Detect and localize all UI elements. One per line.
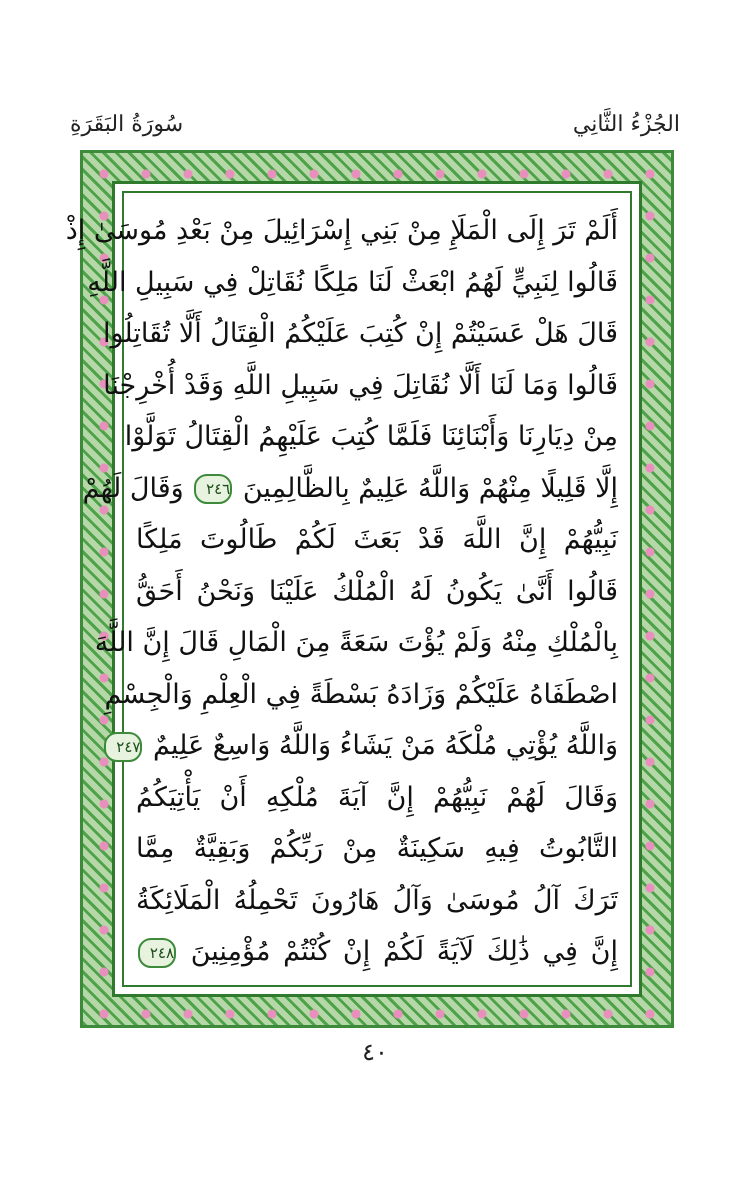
- surah-title: سُورَةُ البَقَرَةِ: [70, 112, 184, 137]
- text-line-9: بِالْمُلْكِ مِنْهُ وَلَمْ يُؤْتَ سَعَةً مِنَ الْمَالِ قَالَ إِنَّ اللَّهَ: [94, 627, 618, 658]
- text-line-12: وَقَالَ لَهُمْ نَبِيُّهُمْ إِنَّ آيَةَ مُلْكِهِ أَنْ يَأْتِيَكُمُ: [136, 781, 618, 813]
- text-line-1: أَلَمْ تَرَ إِلَى الْمَلَإِ مِنْ بَنِي إِسْرَائِيلَ مِنْ بَعْدِ مُوسَىٰ إِذْ: [65, 215, 618, 246]
- text-line-13: التَّابُوتُ فِيهِ سَكِينَةٌ مِنْ رَبِّكُمْ وَبَقِيَّةٌ مِمَّا: [136, 833, 618, 864]
- text-line-7: نَبِيُّهُمْ إِنَّ اللَّهَ قَدْ بَعَثَ لَكُمْ طَالُوتَ مَلِكًا: [136, 524, 618, 555]
- text-line-15: إِنَّ فِي ذَٰلِكَ لَآيَةً لَكُمْ إِنْ كُنْتُمْ مُؤْمِنِينَ ٢٤٨: [136, 926, 618, 978]
- text-line-10: اصْطَفَاهُ عَلَيْكُمْ وَزَادَهُ بَسْطَةً فِي الْعِلْمِ وَالْجِسْمِ: [104, 678, 618, 710]
- page-text: [65, 191, 632, 987]
- text-line-5: مِنْ دِيَارِنَا وَأَبْنَائِنَا فَلَمَّا كُتِبَ عَلَيْهِمُ الْقِتَالُ تَوَلَّوْا: [124, 421, 618, 452]
- text-line-8: قَالُوا أَنَّىٰ يَكُونُ لَهُ الْمُلْكُ عَلَيْنَا وَنَحْنُ أَحَقُّ: [136, 575, 618, 607]
- text-line-3: قَالَ هَلْ عَسَيْتُمْ إِنْ كُتِبَ عَلَيْكُمُ الْقِتَالُ أَلَّا تُقَاتِلُوا: [102, 318, 618, 349]
- text-line-14: تَرَكَ آلُ مُوسَىٰ وَآلُ هَارُونَ تَحْمِلُهُ الْمَلَائِكَةُ: [136, 884, 618, 916]
- text-line-6: إِلَّا قَلِيلًا مِنْهُمْ وَاللَّهُ عَلِيمٌ بِالظَّالِمِينَ ٢٤٦ وَقَالَ لَهُمْ: [82, 472, 618, 504]
- text-line-2: قَالُوا لِنَبِيٍّ لَهُمُ ابْعَثْ لَنَا مَلِكًا نُقَاتِلْ فِي سَبِيلِ اللَّهِ: [87, 266, 618, 298]
- ayah-number-marker: ٢٤٧: [104, 732, 142, 762]
- ayah-number-marker: ٢٤٨: [138, 938, 176, 968]
- ayah-number-marker: ٢٤٦: [194, 474, 232, 504]
- juz-title: الجُزْءُ الثَّانِي: [572, 112, 680, 137]
- text-line-11: وَاللَّهُ يُؤْتِي مُلْكَهُ مَنْ يَشَاءُ وَاللَّهُ وَاسِعٌ عَلِيمٌ ٢٤٧: [136, 720, 618, 772]
- text-line-4: قَالُوا وَمَا لَنَا أَلَّا نُقَاتِلَ فِي سَبِيلِ اللَّهِ وَقَدْ أُخْرِجْنَا: [103, 369, 618, 401]
- page-number: ٤٠: [362, 1038, 388, 1066]
